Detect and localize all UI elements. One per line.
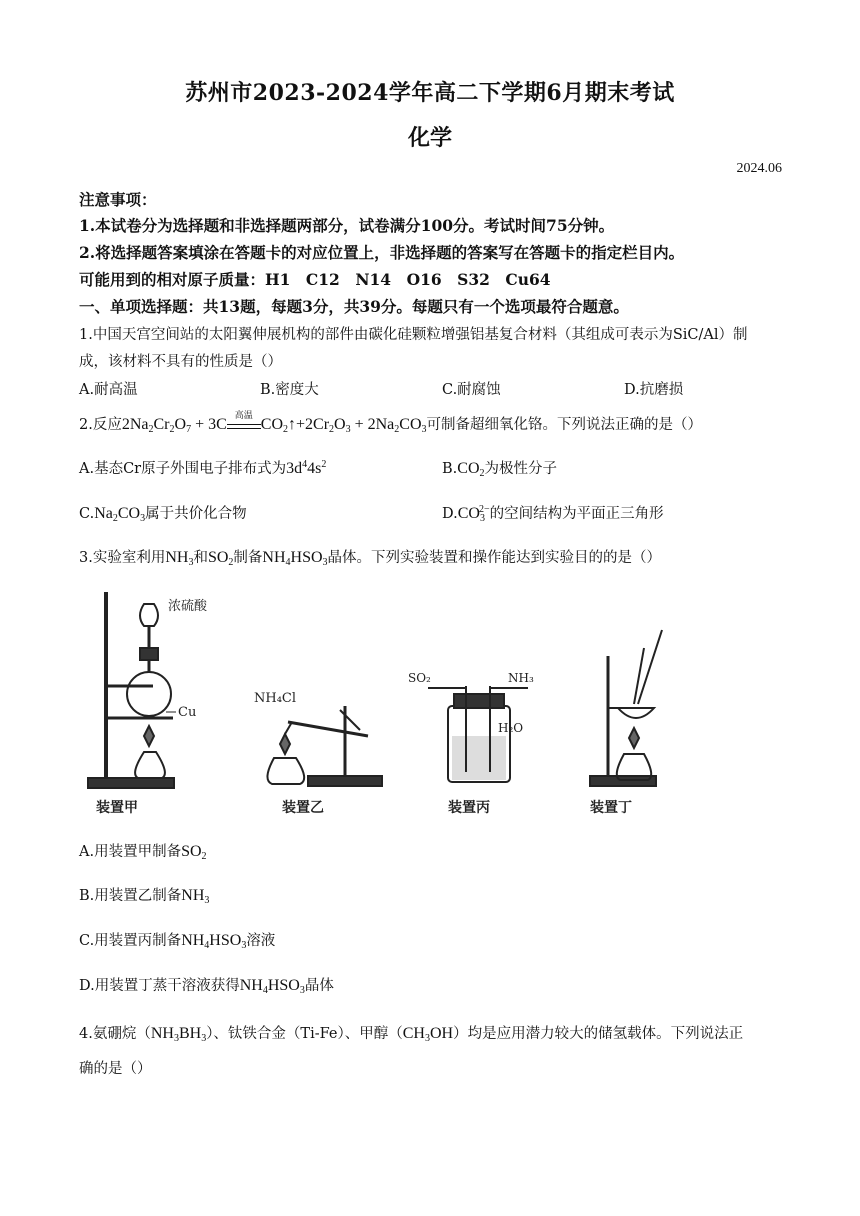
q2-option-c: $C.Na_2CO_3$属于共价化合物 [79,505,247,524]
exam-date: 2024.06 [736,161,782,176]
label-nh3: NH₃ [508,671,534,685]
note-item-2: 2.将选择题答案填涂在答题卡的对应位置上，非选择题的答案写在答题卡的指定栏目内。 [79,243,685,262]
q1-stem-line2: 成，该材料不具有的性质是（） [79,354,282,370]
note-item-1: 1.本试卷分为选择题和非选择题两部分，试卷满分100分。考试时间75分钟。 [79,216,615,235]
label-conc-sulfuric-acid: 浓硫酸 [168,599,208,614]
q1-stem-line1: 1.中国天宫空间站的太阳翼伸展机构的部件由碳化硅颗粒增强铝基复合材料（其组成可表示为SiC/Al）制 [79,327,748,343]
caption-ding: 装置丁 [590,800,632,816]
apparatus-ding [590,630,662,786]
q2-option-d: $D.CO_3^{2-}$的空间结构为平面正三角形 [442,504,664,524]
notes-heading: 注意事项： [79,190,157,209]
section-heading: 一、单项选择题：共13题，每题3分，共39分。每题只有一个选项最符合题意。 [79,297,629,316]
q3-option-d: D.用装置丁蒸干溶液获得$NH_4HSO_3$晶体 [79,977,334,996]
atomic-masses: 可能用到的相对原子质量：H1 C12 N14 O16 S32 Cu64 [79,270,551,289]
q2-suffix: 可制备超细氧化铬。下列说法正确的是（） [426,417,703,433]
q1-option-c: C.耐腐蚀 [442,382,501,398]
q1-option-a: A.耐高温 [79,382,138,398]
label-so2: SO₂ [408,671,431,685]
q3-stem: 3.实验室利用$NH_3$和$SO_2$制备$NH_4HSO_3$晶体。下列实验装置和操作能达到实验目的的是（） [79,549,662,568]
q2-equation: $2Na_2Cr_2O_7 + 3C$ 高温 $CO_2↑+2Cr_2O_3 + 2Na_2CO_3$ [121,410,427,435]
apparatus-jia [88,592,174,788]
label-h2o: H₂O [498,721,524,735]
q2-prefix: 2.反应 [79,417,122,433]
q2-stem [79,410,703,435]
label-cu: Cu [178,705,197,720]
q1-option-b: B.密度大 [260,382,319,398]
q3-option-a: A.用装置甲制备$SO_2$ [79,843,207,862]
q2-option-b: $B.CO_2$为极性分子 [442,460,557,479]
apparatus-figure [78,586,664,822]
caption-yi: 装置乙 [282,800,324,816]
q4-stem-line1: 4.氨硼烷$(NH_3BH_3)$、钛铁合金（Ti-Fe）、甲醇$(CH_3OH)$均是应用潜力较大的储氢载体。下列说法正 [79,1025,744,1044]
exam-title: 苏州市2023-2024学年高二下学期6月期末考试 [185,80,675,106]
caption-bing: 装置丙 [448,800,490,816]
caption-jia: 装置甲 [96,800,138,816]
apparatus-yi [267,706,382,786]
q2-option-a: A.基态Cr原子外围电子排布式为$3d^44s^2$ [79,459,327,477]
label-nh4cl: NH₄Cl [254,691,297,706]
q3-option-c: C.用装置丙制备$NH_4HSO_3$溶液 [79,932,276,951]
subject-title: 化学 [407,125,452,151]
q4-stem-line2: 确的是（） [79,1061,152,1077]
q3-option-b: B.用装置乙制备$NH_3$ [79,887,210,906]
equation-arrow [227,410,261,432]
q1-option-d: D.抗磨损 [624,382,684,398]
reaction-condition: 高温 [234,410,253,421]
